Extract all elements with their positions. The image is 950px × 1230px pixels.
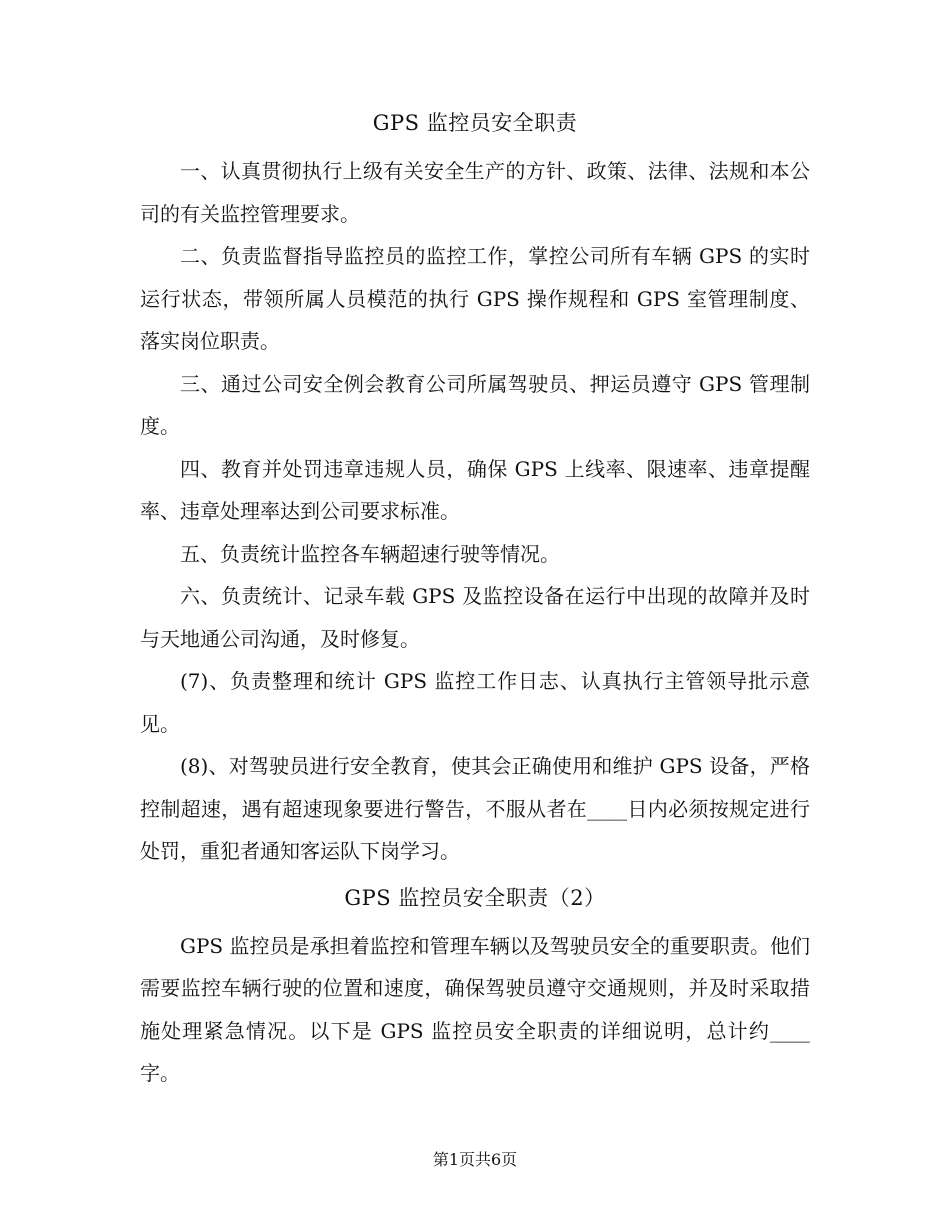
- paragraph-1: 一、认真贯彻执行上级有关安全生产的方针、政策、法律、法规和本公司的有关监控管理要求。: [140, 159, 810, 226]
- paragraph-3: 三、通过公司安全例会教育公司所属驾驶员、押运员遵守 GPS 管理制度。: [140, 371, 810, 438]
- paragraph-4: 四、教育并处罚违章违规人员，确保 GPS 上线率、限速率、违章提醒率、违章处理率达到公司要求标准。: [140, 456, 810, 523]
- paragraph-2: 二、负责监督指导监控员的监控工作，掌控公司所有车辆 GPS 的实时运行状态，带领所属人员模范的执行 GPS 操作规程和 GPS 室管理制度、落实岗位职责。: [140, 244, 810, 353]
- section-2-paragraph-1: GPS 监控员是承担着监控和管理车辆以及驾驶员安全的重要职责。他们需要监控车辆行驶的位置和速度，确保驾驶员遵守交通规则，并及时采取措施处理紧急情况。以下是 GPS 监控员安全职责的详细说明，总计约____字。: [140, 933, 810, 1085]
- page-number-footer: 第1页共6页: [432, 1150, 518, 1169]
- section-2-title: GPS 监控员安全职责（2）: [344, 885, 606, 910]
- paragraph-6: 六、负责统计、记录车载 GPS 及监控设备在运行中出现的故障并及时与天地通公司沟通，及时修复。: [140, 584, 810, 651]
- paragraph-5: 五、负责统计监控各车辆超速行驶等情况。: [180, 541, 560, 566]
- paragraph-8: (8)、对驾驶员进行安全教育，使其会正确使用和维护 GPS 设备，严格控制超速，遇有超速现象要进行警告，不服从者在____日内必须按规定进行处罚，重犯者通知客运队下岗学习。: [140, 754, 810, 863]
- document-title: GPS 监控员安全职责: [372, 111, 578, 135]
- paragraph-7: (7)、负责整理和统计 GPS 监控工作日志、认真执行主管领导批示意见。: [140, 669, 810, 736]
- document-body: [140, 102, 810, 1095]
